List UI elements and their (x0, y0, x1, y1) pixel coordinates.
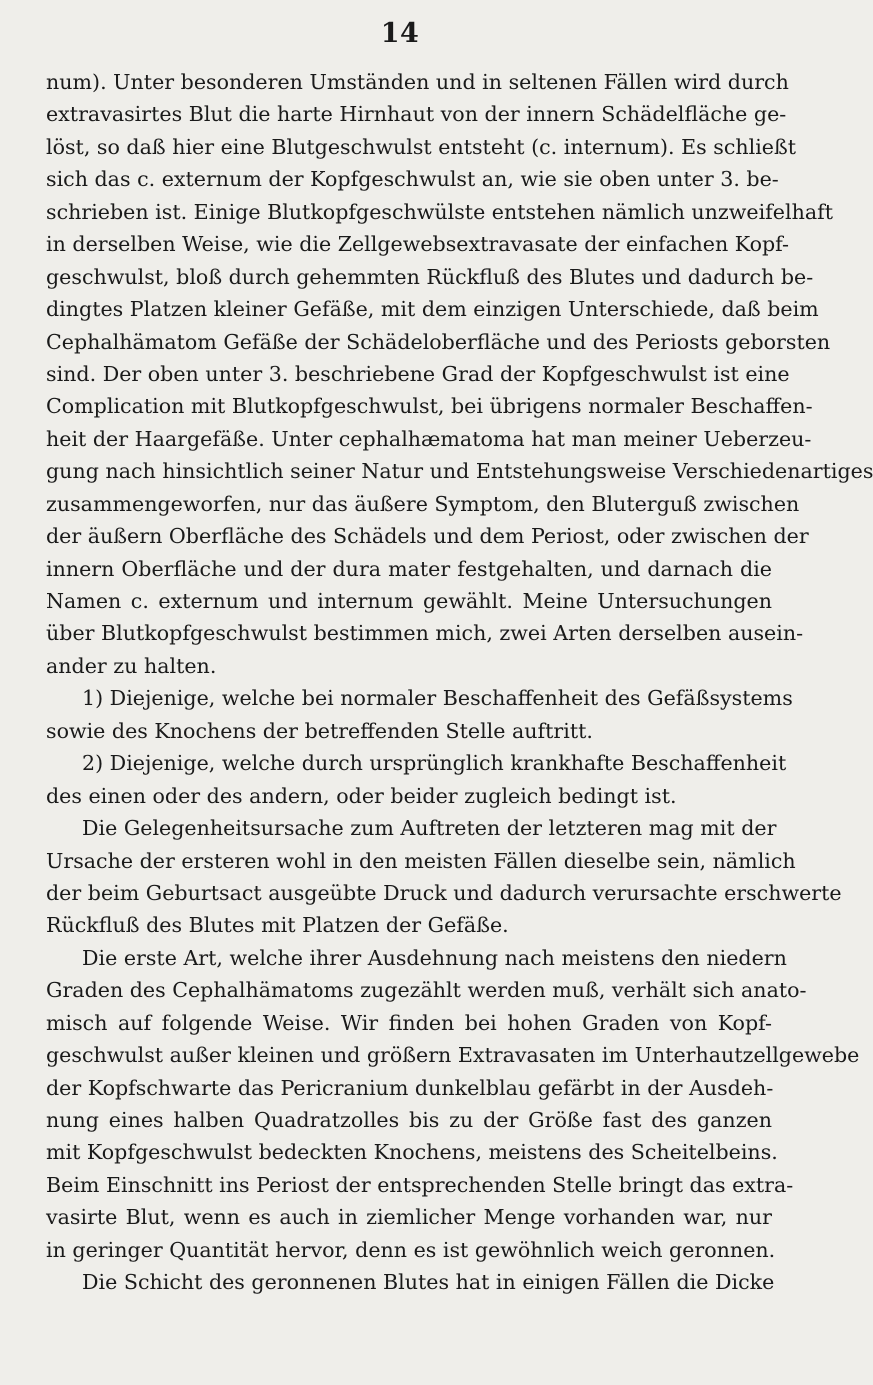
text-line: num). Unter besonderen Umständen und in seltenen Fällen wird durch (46, 70, 789, 94)
text-line: sind. Der oben unter 3. beschriebene Grad der Kopfgeschwulst ist eine (46, 361, 790, 386)
text-line: zusammengeworfen, nur das äußere Symptom, den Bluterguß zwischen (46, 491, 800, 516)
text-line: Complication mit Blutkopfgeschwulst, bei übrigens normaler Beschaffen- (46, 394, 813, 419)
text-line: Ursache der ersteren wohl in den meisten Fällen dieselbe sein, nämlich (46, 848, 796, 873)
text-line: extravasirtes Blut die harte Hirnhaut von der innern Schädelfläche ge- (46, 102, 787, 127)
text-line: Graden des Cephalhämatoms zugezählt werden muß, verhält sich anato- (46, 978, 807, 1003)
text-line: sich das c. externum der Kopfgeschwulst an, wie sie oben unter 3. be- (46, 167, 779, 192)
text-line: des einen oder des andern, oder beider zugleich bedingt ist. (46, 783, 677, 808)
text-line: ander zu halten. (46, 653, 217, 678)
text-line: Cephalhämatom Gefäße der Schädeloberfläche und des Periosts geborsten (46, 329, 831, 354)
text-line: löst, so daß hier eine Blutgeschwulst entsteht (c. internum). Es schließt (46, 134, 797, 159)
text-line: vasirte Blut, wenn es auch in ziemlicher Menge vorhanden war, nur (46, 1205, 772, 1230)
text-line: dingtes Platzen kleiner Gefäße, mit dem einzigen Unterschiede, daß beim (46, 297, 819, 322)
text-line: über Blutkopfgeschwulst bestimmen mich, zwei Arten derselben ausein- (46, 621, 804, 646)
body-text (46, 66, 873, 1299)
text-line: innern Oberfläche und der dura mater festgehalten, und darnach die (46, 556, 772, 581)
text-line: 1) Diejenige, welche bei normaler Beschaffenheit des Gefäßsystems (82, 686, 793, 711)
text-line: schrieben ist. Einige Blutkopfgeschwülste entstehen nämlich unzweifelhaft (46, 199, 834, 224)
text-line: Namen c. externum und internum gewählt. Meine Untersuchungen (46, 589, 772, 613)
text-line: geschwulst, bloß durch gehemmten Rückfluß des Blutes und dadurch be- (46, 264, 814, 289)
text-line: Die erste Art, welche ihrer Ausdehnung nach meistens den niedern (82, 945, 787, 970)
text-line: nung eines halben Quadratzolles bis zu der Größe fast des ganzen (46, 1108, 772, 1132)
text-line: Die Gelegenheitsursache zum Auftreten der letzteren mag mit der (82, 816, 777, 841)
text-line: in geringer Quantität hervor, denn es ist gewöhnlich weich geronnen. (46, 1237, 776, 1262)
page-number: 14 (380, 18, 420, 49)
text-line: heit der Haargefäße. Unter cephalhæmatoma hat man meiner Ueberzeu- (46, 426, 812, 451)
text-line: 2) Diejenige, welche durch ursprünglich krankhafte Beschaffenheit (82, 751, 787, 776)
text-line: mit Kopfgeschwulst bedeckten Knochens, meistens des Scheitelbeins. (46, 1140, 778, 1165)
text-line: gung nach hinsichtlich seiner Natur und Entstehungsweise Verschiedenartiges (46, 459, 873, 484)
text-line: sowie des Knochens der betreffenden Stelle auftritt. (46, 718, 593, 743)
text-line: der beim Geburtsact ausgeübte Druck und dadurch verursachte erschwerte (46, 880, 842, 905)
text-line: Die Schicht des geronnenen Blutes hat in einigen Fällen die Dicke (82, 1270, 775, 1295)
text-line: Beim Einschnitt ins Periost der entsprechenden Stelle bringt das extra- (46, 1172, 794, 1197)
text-line: Rückfluß des Blutes mit Platzen der Gefäße. (46, 913, 509, 938)
text-line: misch auf folgende Weise. Wir finden bei hohen Graden von Kopf- (46, 1010, 772, 1035)
text-line: der Kopfschwarte das Pericranium dunkelblau gefärbt in der Ausdeh- (46, 1075, 774, 1100)
text-line: in derselben Weise, wie die Zellgewebsextravasate der einfachen Kopf- (46, 232, 790, 257)
text-line: der äußern Oberfläche des Schädels und dem Periost, oder zwischen der (46, 524, 809, 549)
text-line: geschwulst außer kleinen und größern Extravasaten im Unterhautzellgewebe (46, 1043, 860, 1068)
